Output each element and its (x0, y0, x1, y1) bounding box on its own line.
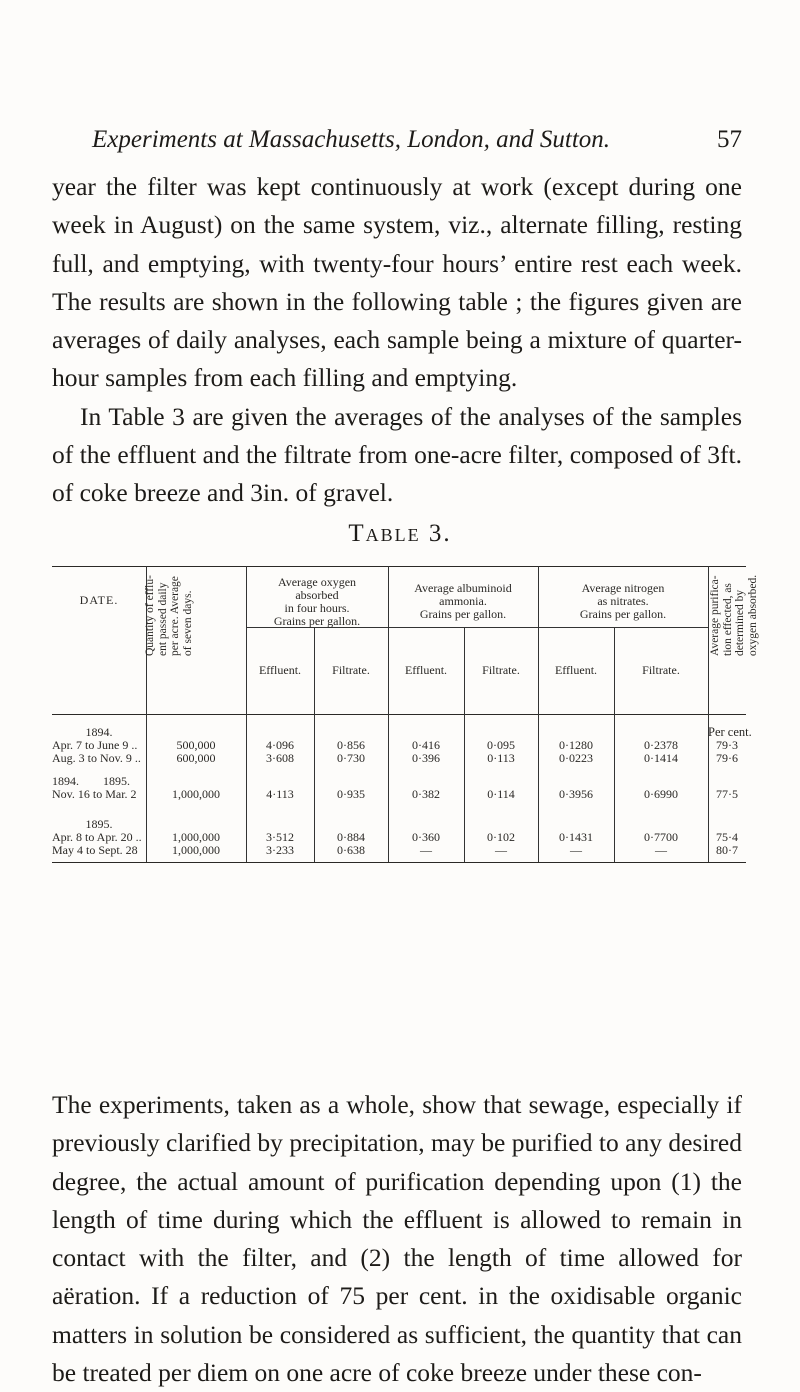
header-nitrogen-line-1: Average nitrogen (581, 581, 665, 595)
row-oxygen-effluent: 3·608 (266, 751, 294, 765)
header-purification-line-4: oxygen absorbed. (746, 574, 759, 656)
table-top-rule (52, 566, 746, 567)
row-oxygen-effluent: 3·512 (266, 830, 294, 844)
subheader-ammonia-effluent: Effluent. (404, 663, 448, 677)
subheader-nitrogen-filtrate: Filtrate. (642, 663, 680, 677)
paragraph-1 (52, 168, 742, 513)
row-date: Aug. 3 to Nov. 9 .. (52, 751, 141, 765)
header-quantity-line-1: Quantity of efflu- (144, 575, 156, 656)
row-ammonia-filtrate: 0·102 (487, 830, 515, 844)
running-header (92, 126, 742, 162)
row-nitrogen-effluent: — (570, 843, 582, 857)
subheader-oxygen-filtrate: Filtrate. (332, 663, 370, 677)
header-quantity-line-2: ent passed daily (156, 582, 169, 656)
row-oxygen-effluent: 4·096 (266, 738, 294, 752)
row-quantity: 1,000,000 (172, 787, 220, 801)
row-oxygen-filtrate: 0·730 (337, 751, 365, 765)
header-quantity (144, 575, 194, 656)
header-oxygen (246, 576, 388, 628)
subheader-ammonia-filtrate: Filtrate. (482, 663, 520, 677)
row-nitrogen-effluent: 0·3956 (559, 787, 593, 801)
row-ammonia-effluent: 0·360 (412, 830, 440, 844)
paragraph-2: In Table 3 are given the averages of the analyses of the samples of the effluent and the filtrate from one-acre filter, composed of 3ft. of coke breeze and 3in. of gravel. (52, 401, 742, 508)
row-purification: 77·5 (716, 787, 738, 801)
header-nitrogen (538, 582, 708, 621)
row-nitrogen-effluent: 0·0223 (559, 751, 593, 765)
header-oxygen-line-3: in four hours. (284, 601, 350, 615)
per-cent-label: Per cent. (708, 725, 752, 739)
table-header-rule (52, 714, 746, 715)
row-date: May 4 to Sept. 28 (52, 843, 138, 857)
paragraph-3: The experiments, taken as a whole, show that sewage, especially if previously clarified by precipitation, may be purified to any desired degree, the actual amount of purification depending upon (1) the length of time during which the effluent is allowed to remain in contact with the filter, and (2) the length of time allowed for aëration. If a reduction of 75 per cent. in the oxidisable organic matters in solution be considered as sufficient, the quantity that can be treated per diem on one acre of coke breeze under these con- (52, 1090, 742, 1388)
group-year: 1894. 1895. (52, 774, 130, 788)
header-nitrogen-line-2: as nitrates. (597, 594, 649, 608)
row-ammonia-filtrate: 0·095 (487, 738, 515, 752)
running-header-title: Experiments at Massachusetts, London, and Sutton. (92, 126, 611, 153)
row-ammonia-effluent: 0·382 (412, 787, 440, 801)
row-date: Nov. 16 to Mar. 2 (52, 787, 137, 801)
row-quantity: 1,000,000 (172, 830, 220, 844)
header-oxygen-line-4: Grains per gallon. (273, 614, 361, 628)
row-oxygen-filtrate: 0·935 (337, 787, 365, 801)
group-year: 1895. (85, 817, 113, 831)
row-ammonia-effluent: — (420, 843, 432, 857)
row-oxygen-effluent: 4·113 (266, 787, 294, 801)
row-ammonia-filtrate: 0·114 (487, 787, 515, 801)
row-ammonia-filtrate: — (495, 843, 507, 857)
row-nitrogen-filtrate: 0·6990 (644, 787, 678, 801)
row-date: Apr. 7 to June 9 .. (52, 738, 138, 752)
header-date: DATE. (79, 593, 119, 607)
header-nitrogen-line-3: Grains per gallon. (579, 607, 667, 621)
group-year: 1894. (85, 725, 113, 739)
row-ammonia-effluent: 0·416 (412, 738, 440, 752)
row-nitrogen-effluent: 0·1431 (559, 830, 593, 844)
row-ammonia-effluent: 0·396 (412, 751, 440, 765)
row-oxygen-filtrate: 0·884 (337, 830, 365, 844)
row-nitrogen-effluent: 0·1280 (559, 738, 593, 752)
header-oxygen-line-2: absorbed (295, 588, 339, 602)
header-oxygen-line-1: Average oxygen (277, 575, 357, 589)
row-purification: 80·7 (716, 843, 738, 857)
row-quantity: 500,000 (176, 738, 216, 752)
header-purification-line-3: determined by (734, 589, 746, 656)
row-purification: 79·6 (716, 751, 738, 765)
header-purification-line-2: tion effected, as (721, 583, 734, 656)
row-date: Apr. 8 to Apr. 20 .. (52, 830, 142, 844)
row-nitrogen-filtrate: 0·2378 (644, 738, 678, 752)
header-purification-line-1: Average purifica- (709, 575, 721, 656)
table-title: Table 3. (348, 520, 452, 547)
row-quantity: 1,000,000 (172, 843, 220, 857)
row-oxygen-effluent: 3·233 (266, 843, 294, 857)
header-purification (709, 575, 759, 656)
header-quantity-line-4: of seven days. (181, 590, 194, 656)
subheader-oxygen-effluent: Effluent. (258, 663, 302, 677)
paragraph-1-text: year the filter was kept continuously at work (except during one week in August) on the same system, viz., alternate filling, resting full, and emptying, with twenty-four hours’ entire rest each week. The results are shown in the following table ; the figures given are averages of daily analyses, each sample being a mixture of quarter-hour samples from each filling and emptying. (52, 172, 742, 393)
header-ammonia (388, 582, 538, 621)
row-quantity: 600,000 (176, 751, 216, 765)
header-ammonia-line-3: Grains per gallon. (419, 607, 507, 621)
header-ammonia-line-2: ammonia. (439, 594, 487, 608)
row-purification: 79·3 (716, 738, 738, 752)
row-oxygen-filtrate: 0·638 (337, 843, 365, 857)
row-ammonia-filtrate: 0·113 (487, 751, 515, 765)
subheader-nitrogen-effluent: Effluent. (554, 663, 598, 677)
row-oxygen-filtrate: 0·856 (337, 738, 365, 752)
row-nitrogen-filtrate: 0·7700 (644, 830, 678, 844)
row-nitrogen-filtrate: 0·1414 (644, 751, 678, 765)
header-quantity-line-3: per acre. Average (169, 576, 181, 656)
header-ammonia-line-1: Average albuminoid (414, 581, 512, 595)
row-purification: 75·4 (716, 830, 738, 844)
table-bottom-rule (52, 862, 746, 863)
page-number: 57 (717, 126, 742, 153)
row-nitrogen-filtrate: — (655, 843, 667, 857)
